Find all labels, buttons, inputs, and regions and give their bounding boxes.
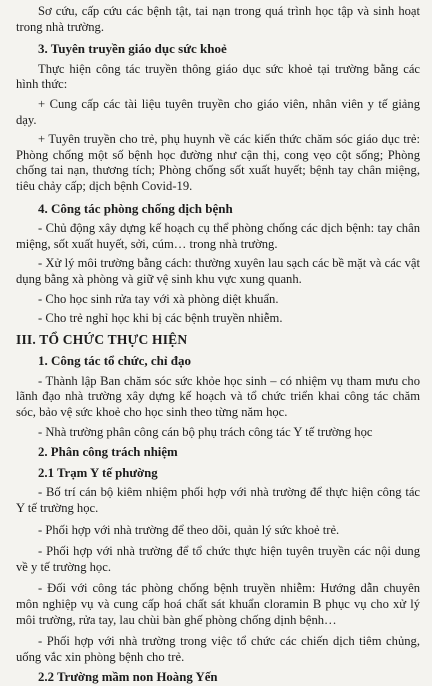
heading-organization: 1. Công tác tổ chức, chỉ đạo xyxy=(38,353,191,369)
paragraph-first-aid: Sơ cứu, cấp cứu các bệnh tật, tai nạn trong quá trình học tập và sinh hoạt trong nhà trường. xyxy=(16,4,420,34)
paragraph-assign-staff: - Nhà trường phân công cán bộ phụ trách công tác Y tế trường học xyxy=(38,424,373,439)
paragraph-environment: - Xử lý môi trường bằng cách: thường xuyên lau sạch các bề mặt và các vật dụng bằng xà phòng và giữ vệ sinh khu vực xung quanh. xyxy=(16,256,420,286)
paragraph-sick-leave: - Cho trẻ nghỉ học khi bị các bệnh truyền nhiễm. xyxy=(38,311,283,326)
paragraph-propaganda: + Tuyên truyền cho trẻ, phụ huynh về các kiến thức chăm sóc giáo dục trẻ: Phòng chống một số bệnh học đường như cận thị, cong vẹo cột sống; Phòng chống tai nạn, thương tích; Phòng chống sốt xuất huyết; bệnh tay chân miệng, tiêu chảy cấp; dịch bệnh Covid-19. xyxy=(16,132,420,193)
paragraph-infectious-diseases: - Đối với công tác phòng chống bệnh truyền nhiễm: Hướng dẫn chuyên môn nghiệp vụ và cung cấp hoá chất sát khuẩn cloramin B phục vụ cho xử lý môi trường, rửa tay, lau chùi bàn ghế phòng chống dịnh bệnh… xyxy=(16,581,420,627)
paragraph-board: - Thành lập Ban chăm sóc sức khỏe học sinh – có nhiệm vụ tham mưu cho lãnh đạo nhà trường xây dựng kế hoạch và tổ chức triển khai công tác chăm sóc, bảo vệ sức khoẻ cho học sinh theo từng năm học. xyxy=(16,373,420,420)
heading-implementation: III. TỔ CHỨC THỰC HIỆN xyxy=(16,331,188,347)
paragraph-materials: + Cung cấp các tài liệu tuyên truyền cho giáo viên, nhân viên y tế giảng dạy. xyxy=(16,96,420,127)
heading-kindergarten: 2.2 Trường mầm non Hoàng Yến xyxy=(38,670,218,685)
paragraph-communication: Thực hiện công tác truyền thông giáo dục sức khoẻ tại trường bằng các hình thức: xyxy=(16,61,420,92)
heading-responsibilities: 2. Phân công trách nhiệm xyxy=(38,445,178,460)
paragraph-handwash: - Cho học sinh rửa tay với xà phòng diệt khuẩn. xyxy=(38,291,279,306)
paragraph-monitor-health: - Phối hợp với nhà trường để theo dõi, quản lý sức khoẻ trẻ. xyxy=(38,522,340,537)
paragraph-plan: - Chủ động xây dựng kế hoạch cụ thể phòng chống các dịch bệnh: tay chân miệng, sốt xuất huyết, sởi, cúm… trong nhà trường. xyxy=(16,221,420,251)
paragraph-school-health-content: - Phối hợp với nhà trường để tổ chức thực hiện tuyên truyền các nội dung về y tế trường học. xyxy=(16,544,420,574)
heading-disease-prevention: 4. Công tác phòng chống dịch bệnh xyxy=(38,200,233,216)
paragraph-staffing: - Bố trí cán bộ kiêm nhiệm phối hợp với nhà trường để thực hiện công tác Y tế trường học. xyxy=(16,485,420,516)
heading-ward-health-station: 2.1 Trạm Y tế phường xyxy=(38,465,158,480)
heading-health-education: 3. Tuyên truyền giáo dục sức khoẻ xyxy=(38,41,227,57)
paragraph-vaccination: - Phối hợp với nhà trường trong việc tổ chức các chiến dịch tiêm chủng, uống vắc xin phòng bệnh cho trẻ. xyxy=(16,634,420,664)
